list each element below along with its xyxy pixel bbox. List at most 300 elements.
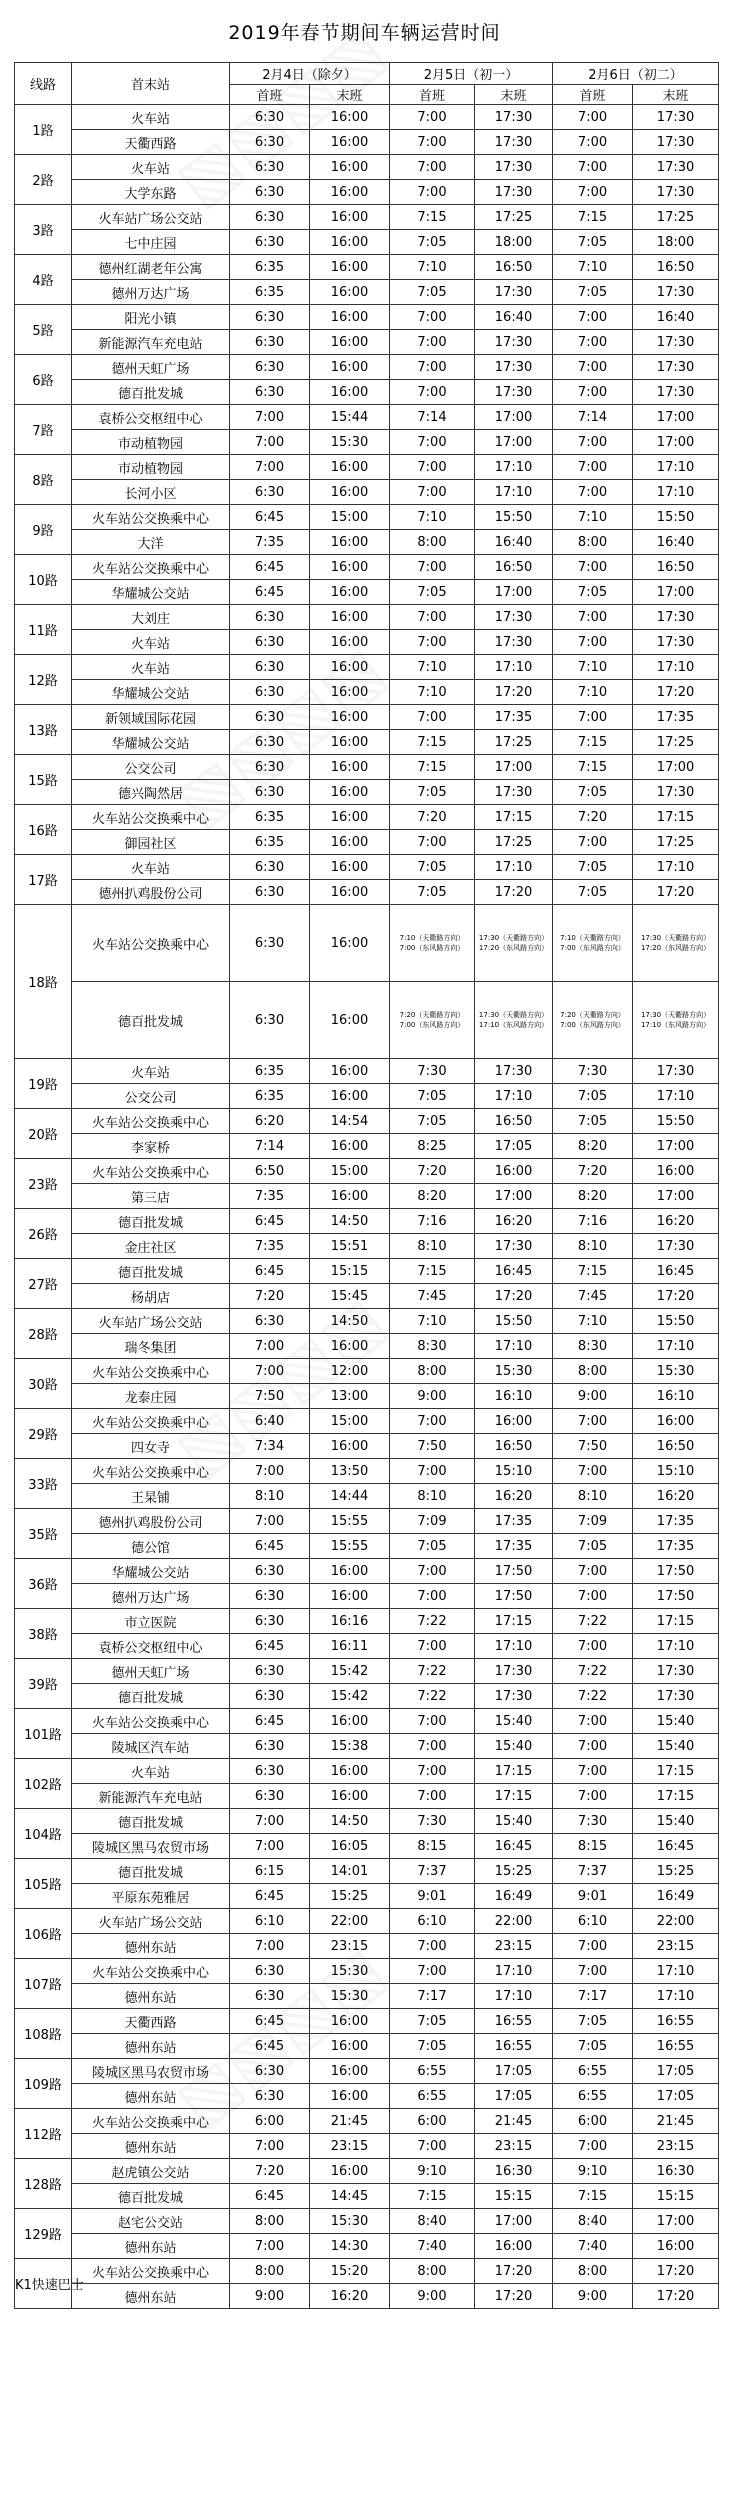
last-bus-time: 17:00 bbox=[475, 405, 553, 430]
last-bus-time: 16:00 bbox=[475, 1159, 553, 1184]
route-line: 4路 bbox=[15, 255, 72, 305]
last-bus-time: 16:49 bbox=[633, 1884, 719, 1909]
table-row bbox=[15, 230, 719, 255]
last-bus-time: 15:30 bbox=[310, 1984, 390, 2009]
first-bus-time: 7:05 bbox=[553, 230, 633, 255]
last-bus-time: 17:20 bbox=[633, 880, 719, 905]
table-row bbox=[15, 480, 719, 505]
last-bus-time: 15:00 bbox=[310, 505, 390, 530]
header-last: 末班 bbox=[633, 85, 719, 105]
first-bus-time: 9:00 bbox=[553, 2284, 633, 2309]
first-bus-time: 6:45 bbox=[230, 1884, 310, 1909]
last-bus-time: 16:00 bbox=[310, 580, 390, 605]
route-line: 36路 bbox=[15, 1559, 72, 1609]
last-bus-time: 16:40 bbox=[475, 530, 553, 555]
header-date-1: 2月4日（除夕） bbox=[230, 63, 390, 85]
last-bus-time: 15:40 bbox=[633, 1734, 719, 1759]
first-bus-time: 7:15 bbox=[390, 205, 475, 230]
table-row bbox=[15, 2159, 719, 2184]
first-bus-time: 7:10 bbox=[390, 680, 475, 705]
last-bus-time: 17:30 bbox=[633, 105, 719, 130]
last-bus-time: 17:30（天衢路方向）17:10（东风路方向） bbox=[475, 982, 553, 1059]
route-line: 16路 bbox=[15, 805, 72, 855]
first-bus-time: 7:15 bbox=[390, 2184, 475, 2209]
table-row bbox=[15, 1309, 719, 1334]
last-bus-time: 13:50 bbox=[310, 1459, 390, 1484]
first-bus-time: 8:00 bbox=[553, 530, 633, 555]
station-name: 德州东站 bbox=[72, 2284, 230, 2309]
last-bus-time: 16:00 bbox=[310, 2009, 390, 2034]
first-bus-time: 7:00 bbox=[553, 2134, 633, 2159]
first-bus-time: 7:00 bbox=[553, 105, 633, 130]
station-name: 火车站 bbox=[72, 655, 230, 680]
table-row bbox=[15, 1534, 719, 1559]
table-row bbox=[15, 2259, 719, 2284]
station-name: 天衢西路 bbox=[72, 130, 230, 155]
first-bus-time: 8:30 bbox=[390, 1334, 475, 1359]
last-bus-time: 17:30 bbox=[475, 630, 553, 655]
station-name: 大学东路 bbox=[72, 180, 230, 205]
first-bus-time: 7:00 bbox=[553, 1459, 633, 1484]
last-bus-time: 17:35 bbox=[475, 1509, 553, 1534]
first-bus-time: 7:35 bbox=[230, 1234, 310, 1259]
last-bus-time: 17:15 bbox=[475, 1784, 553, 1809]
first-bus-time: 7:05 bbox=[390, 1109, 475, 1134]
last-bus-time: 17:05 bbox=[475, 2084, 553, 2109]
last-bus-time: 15:42 bbox=[310, 1684, 390, 1709]
first-bus-time: 7:00 bbox=[230, 2234, 310, 2259]
first-bus-time: 6:35 bbox=[230, 830, 310, 855]
last-bus-time: 16:00 bbox=[310, 330, 390, 355]
first-bus-time: 7:00 bbox=[390, 830, 475, 855]
table-row bbox=[15, 1609, 719, 1634]
last-bus-time: 23:15 bbox=[475, 1934, 553, 1959]
last-bus-time: 17:30 bbox=[633, 155, 719, 180]
first-bus-time: 6:30 bbox=[230, 705, 310, 730]
first-bus-time: 6:35 bbox=[230, 805, 310, 830]
station-name: 德百批发城 bbox=[72, 1259, 230, 1284]
table-row bbox=[15, 1259, 719, 1284]
last-bus-time: 17:05 bbox=[475, 1134, 553, 1159]
route-line: 6路 bbox=[15, 355, 72, 405]
route-line: 2路 bbox=[15, 155, 72, 205]
first-bus-time: 7:17 bbox=[390, 1984, 475, 2009]
last-bus-time: 16:50 bbox=[633, 1434, 719, 1459]
first-bus-time: 6:55 bbox=[553, 2059, 633, 2084]
table-row bbox=[15, 1659, 719, 1684]
route-line: 23路 bbox=[15, 1159, 72, 1209]
last-bus-time: 21:45 bbox=[633, 2109, 719, 2134]
last-bus-time: 17:30 bbox=[633, 180, 719, 205]
last-bus-time: 14:45 bbox=[310, 2184, 390, 2209]
last-bus-time: 16:50 bbox=[475, 1434, 553, 1459]
first-bus-time: 6:30 bbox=[230, 1559, 310, 1584]
last-bus-time: 16:00 bbox=[310, 480, 390, 505]
last-bus-time: 16:10 bbox=[475, 1384, 553, 1409]
last-bus-time: 16:50 bbox=[633, 555, 719, 580]
first-bus-time: 7:10（天衢路方向）7:00（东风路方向） bbox=[553, 905, 633, 982]
station-name: 德州万达广场 bbox=[72, 1584, 230, 1609]
first-bus-time: 6:35 bbox=[230, 1084, 310, 1109]
first-bus-time: 7:05 bbox=[390, 580, 475, 605]
last-bus-time: 17:15 bbox=[475, 1609, 553, 1634]
last-bus-time: 17:30 bbox=[633, 630, 719, 655]
station-name: 德百批发城 bbox=[72, 1684, 230, 1709]
first-bus-time: 7:00 bbox=[553, 330, 633, 355]
last-bus-time: 15:44 bbox=[310, 405, 390, 430]
last-bus-time: 17:50 bbox=[475, 1584, 553, 1609]
last-bus-time: 15:20 bbox=[310, 2259, 390, 2284]
first-bus-time: 8:00 bbox=[230, 2209, 310, 2234]
last-bus-time: 17:00 bbox=[633, 430, 719, 455]
last-bus-time: 17:30 bbox=[475, 380, 553, 405]
last-bus-time: 15:50 bbox=[633, 1309, 719, 1334]
first-bus-time: 7:00 bbox=[553, 1734, 633, 1759]
table-row bbox=[15, 1334, 719, 1359]
last-bus-time: 16:00 bbox=[310, 605, 390, 630]
last-bus-time: 17:20 bbox=[475, 880, 553, 905]
last-bus-time: 16:49 bbox=[475, 1884, 553, 1909]
first-bus-time: 6:30 bbox=[230, 330, 310, 355]
first-bus-time: 7:35 bbox=[230, 1184, 310, 1209]
station-name: 华耀城公交站 bbox=[72, 1559, 230, 1584]
last-bus-time: 15:50 bbox=[475, 505, 553, 530]
last-bus-time: 17:00 bbox=[475, 580, 553, 605]
last-bus-time: 15:10 bbox=[633, 1459, 719, 1484]
first-bus-time: 7:00 bbox=[390, 155, 475, 180]
first-bus-time: 7:00 bbox=[553, 1709, 633, 1734]
last-bus-time: 16:00 bbox=[310, 2034, 390, 2059]
first-bus-time: 8:40 bbox=[553, 2209, 633, 2234]
header-station: 首末站 bbox=[72, 63, 230, 105]
first-bus-time: 7:05 bbox=[553, 2034, 633, 2059]
first-bus-time: 6:20 bbox=[230, 1109, 310, 1134]
header-first: 首班 bbox=[390, 85, 475, 105]
last-bus-time: 17:20 bbox=[475, 2284, 553, 2309]
first-bus-time: 7:00 bbox=[553, 1959, 633, 1984]
first-bus-time: 7:22 bbox=[390, 1684, 475, 1709]
last-bus-time: 16:55 bbox=[633, 2009, 719, 2034]
first-bus-time: 9:00 bbox=[553, 1384, 633, 1409]
station-name: 市立医院 bbox=[72, 1609, 230, 1634]
first-bus-time: 6:45 bbox=[230, 1709, 310, 1734]
first-bus-time: 7:10 bbox=[390, 255, 475, 280]
first-bus-time: 7:00 bbox=[553, 480, 633, 505]
first-bus-time: 7:15 bbox=[553, 205, 633, 230]
first-bus-time: 8:00 bbox=[553, 2259, 633, 2284]
first-bus-time: 7:09 bbox=[390, 1509, 475, 1534]
first-bus-time: 7:20 bbox=[390, 1159, 475, 1184]
first-bus-time: 7:00 bbox=[230, 1359, 310, 1384]
first-bus-time: 7:22 bbox=[553, 1684, 633, 1709]
first-bus-time: 7:05 bbox=[553, 780, 633, 805]
table-row bbox=[15, 1434, 719, 1459]
table-row bbox=[15, 1484, 719, 1509]
table-row bbox=[15, 1134, 719, 1159]
first-bus-time: 6:30 bbox=[230, 1684, 310, 1709]
first-bus-time: 6:35 bbox=[230, 255, 310, 280]
last-bus-time: 17:30 bbox=[475, 1059, 553, 1084]
first-bus-time: 7:10 bbox=[553, 1309, 633, 1334]
first-bus-time: 6:30 bbox=[230, 905, 310, 982]
first-bus-time: 6:30 bbox=[230, 855, 310, 880]
last-bus-time: 16:45 bbox=[475, 1259, 553, 1284]
first-bus-time: 8:00 bbox=[390, 2259, 475, 2284]
station-name: 德兴陶然居 bbox=[72, 780, 230, 805]
last-bus-time: 16:00 bbox=[310, 455, 390, 480]
table-row bbox=[15, 330, 719, 355]
last-bus-time: 21:45 bbox=[310, 2109, 390, 2134]
station-name: 李家桥 bbox=[72, 1134, 230, 1159]
page-title: 2019年春节期间车辆运营时间 bbox=[228, 21, 501, 44]
last-bus-time: 17:10 bbox=[633, 1084, 719, 1109]
first-bus-time: 7:00 bbox=[553, 380, 633, 405]
route-line: 27路 bbox=[15, 1259, 72, 1309]
first-bus-time: 7:00 bbox=[553, 455, 633, 480]
first-bus-time: 6:30 bbox=[230, 982, 310, 1059]
first-bus-time: 6:45 bbox=[230, 2184, 310, 2209]
first-bus-time: 6:30 bbox=[230, 730, 310, 755]
last-bus-time: 17:35 bbox=[633, 705, 719, 730]
first-bus-time: 8:15 bbox=[390, 1834, 475, 1859]
last-bus-time: 17:20 bbox=[475, 2259, 553, 2284]
last-bus-time: 17:50 bbox=[633, 1559, 719, 1584]
last-bus-time: 14:50 bbox=[310, 1209, 390, 1234]
first-bus-time: 6:00 bbox=[390, 2109, 475, 2134]
station-name: 火车站公交换乘中心 bbox=[72, 555, 230, 580]
station-name: 火车站公交换乘中心 bbox=[72, 505, 230, 530]
table-row bbox=[15, 982, 719, 1059]
last-bus-time: 17:05 bbox=[475, 2059, 553, 2084]
table-row bbox=[15, 780, 719, 805]
last-bus-time: 17:10 bbox=[475, 655, 553, 680]
station-name: 火车站公交换乘中心 bbox=[72, 1359, 230, 1384]
route-line: 35路 bbox=[15, 1509, 72, 1559]
first-bus-time: 7:00 bbox=[390, 630, 475, 655]
route-line: 3路 bbox=[15, 205, 72, 255]
route-line: 129路 bbox=[15, 2209, 72, 2259]
station-name: 市动植物园 bbox=[72, 455, 230, 480]
first-bus-time: 7:05 bbox=[553, 1109, 633, 1134]
table-row bbox=[15, 1684, 719, 1709]
table-row bbox=[15, 2234, 719, 2259]
last-bus-time: 17:10 bbox=[475, 1084, 553, 1109]
first-bus-time: 7:00 bbox=[553, 555, 633, 580]
table-row bbox=[15, 130, 719, 155]
last-bus-time: 15:50 bbox=[633, 505, 719, 530]
station-name: 火车站公交换乘中心 bbox=[72, 2109, 230, 2134]
first-bus-time: 7:00 bbox=[390, 1559, 475, 1584]
first-bus-time: 7:05 bbox=[390, 880, 475, 905]
last-bus-time: 16:00 bbox=[310, 380, 390, 405]
last-bus-time: 16:00 bbox=[310, 680, 390, 705]
first-bus-time: 7:00 bbox=[390, 1759, 475, 1784]
first-bus-time: 7:00 bbox=[390, 455, 475, 480]
last-bus-time: 17:10 bbox=[475, 1334, 553, 1359]
last-bus-time: 16:00 bbox=[310, 105, 390, 130]
first-bus-time: 6:30 bbox=[230, 755, 310, 780]
first-bus-time: 6:30 bbox=[230, 155, 310, 180]
first-bus-time: 7:00 bbox=[230, 1509, 310, 1534]
first-bus-time: 7:30 bbox=[390, 1059, 475, 1084]
last-bus-time: 17:30 bbox=[633, 330, 719, 355]
last-bus-time: 17:00 bbox=[475, 755, 553, 780]
last-bus-time: 15:50 bbox=[475, 1309, 553, 1334]
first-bus-time: 7:05 bbox=[553, 1084, 633, 1109]
table-row bbox=[15, 2084, 719, 2109]
last-bus-time: 16:00 bbox=[310, 355, 390, 380]
table-row bbox=[15, 630, 719, 655]
first-bus-time: 7:05 bbox=[553, 280, 633, 305]
first-bus-time: 7:00 bbox=[230, 1334, 310, 1359]
station-name: 新领域国际花园 bbox=[72, 705, 230, 730]
first-bus-time: 8:20 bbox=[390, 1184, 475, 1209]
station-name: 德公馆 bbox=[72, 1534, 230, 1559]
last-bus-time: 15:15 bbox=[633, 2184, 719, 2209]
route-line: 20路 bbox=[15, 1109, 72, 1159]
last-bus-time: 16:20 bbox=[475, 1209, 553, 1234]
last-bus-time: 17:15 bbox=[475, 1759, 553, 1784]
station-name: 陵城区黑马农贸市场 bbox=[72, 2059, 230, 2084]
first-bus-time: 6:35 bbox=[230, 280, 310, 305]
first-bus-time: 7:15 bbox=[390, 1259, 475, 1284]
table-row bbox=[15, 655, 719, 680]
last-bus-time: 15:30 bbox=[633, 1359, 719, 1384]
first-bus-time: 7:15 bbox=[553, 1259, 633, 1284]
station-name: 德百批发城 bbox=[72, 2184, 230, 2209]
last-bus-time: 15:30 bbox=[310, 430, 390, 455]
table-row bbox=[15, 1934, 719, 1959]
first-bus-time: 7:35 bbox=[230, 530, 310, 555]
station-name: 袁桥公交枢纽中心 bbox=[72, 1634, 230, 1659]
first-bus-time: 6:30 bbox=[230, 355, 310, 380]
last-bus-time: 16:55 bbox=[475, 2034, 553, 2059]
station-name: 龙泰庄园 bbox=[72, 1384, 230, 1409]
header-first: 首班 bbox=[553, 85, 633, 105]
last-bus-time: 16:00 bbox=[310, 705, 390, 730]
station-name: 德百批发城 bbox=[72, 380, 230, 405]
last-bus-time: 23:15 bbox=[310, 2134, 390, 2159]
header-date-3: 2月6日（初二） bbox=[553, 63, 719, 85]
last-bus-time: 17:30 bbox=[633, 355, 719, 380]
first-bus-time: 7:00 bbox=[390, 180, 475, 205]
last-bus-time: 16:00 bbox=[310, 855, 390, 880]
table-row bbox=[15, 2009, 719, 2034]
first-bus-time: 6:30 bbox=[230, 630, 310, 655]
last-bus-time: 17:20 bbox=[475, 680, 553, 705]
first-bus-time: 8:20 bbox=[553, 1134, 633, 1159]
first-bus-time: 6:30 bbox=[230, 655, 310, 680]
last-bus-time: 15:30 bbox=[310, 2209, 390, 2234]
first-bus-time: 7:00 bbox=[230, 455, 310, 480]
last-bus-time: 16:00 bbox=[310, 1559, 390, 1584]
station-name: 火车站广场公交站 bbox=[72, 1909, 230, 1934]
first-bus-time: 7:00 bbox=[390, 555, 475, 580]
first-bus-time: 6:55 bbox=[390, 2059, 475, 2084]
first-bus-time: 7:15 bbox=[390, 730, 475, 755]
last-bus-time: 16:50 bbox=[475, 255, 553, 280]
first-bus-time: 7:00 bbox=[390, 1409, 475, 1434]
first-bus-time: 6:45 bbox=[230, 2034, 310, 2059]
first-bus-time: 6:10 bbox=[390, 1909, 475, 1934]
first-bus-time: 7:00 bbox=[553, 130, 633, 155]
last-bus-time: 17:30 bbox=[633, 1684, 719, 1709]
table-row bbox=[15, 1734, 719, 1759]
route-line: 15路 bbox=[15, 755, 72, 805]
last-bus-time: 17:30（天衢路方向）17:10（东风路方向） bbox=[633, 982, 719, 1059]
station-name: 德州天虹广场 bbox=[72, 1659, 230, 1684]
first-bus-time: 7:00 bbox=[230, 1834, 310, 1859]
last-bus-time: 17:30 bbox=[475, 1234, 553, 1259]
first-bus-time: 7:22 bbox=[390, 1609, 475, 1634]
table-row bbox=[15, 1284, 719, 1309]
last-bus-time: 16:00 bbox=[310, 2084, 390, 2109]
station-name: 火车站 bbox=[72, 105, 230, 130]
last-bus-time: 17:00 bbox=[475, 2209, 553, 2234]
station-name: 陵城区黑马农贸市场 bbox=[72, 1834, 230, 1859]
last-bus-time: 16:00 bbox=[310, 830, 390, 855]
last-bus-time: 17:30 bbox=[633, 130, 719, 155]
route-line: 19路 bbox=[15, 1059, 72, 1109]
first-bus-time: 7:00 bbox=[553, 1934, 633, 1959]
first-bus-time: 7:05 bbox=[553, 2009, 633, 2034]
first-bus-time: 6:30 bbox=[230, 1309, 310, 1334]
table-row bbox=[15, 1159, 719, 1184]
first-bus-time: 6:30 bbox=[230, 105, 310, 130]
first-bus-time: 7:10（天衢路方向）7:00（东风路方向） bbox=[390, 905, 475, 982]
first-bus-time: 6:30 bbox=[230, 605, 310, 630]
first-bus-time: 7:16 bbox=[390, 1209, 475, 1234]
first-bus-time: 7:30 bbox=[553, 1059, 633, 1084]
route-line: 1路 bbox=[15, 105, 72, 155]
first-bus-time: 7:00 bbox=[390, 1784, 475, 1809]
route-line: 105路 bbox=[15, 1859, 72, 1909]
table-row bbox=[15, 805, 719, 830]
station-name: 大刘庄 bbox=[72, 605, 230, 630]
station-name: 德百批发城 bbox=[72, 1809, 230, 1834]
station-name: 火车站公交换乘中心 bbox=[72, 805, 230, 830]
first-bus-time: 7:05 bbox=[390, 2034, 475, 2059]
station-name: 德百批发城 bbox=[72, 1209, 230, 1234]
last-bus-time: 15:15 bbox=[310, 1259, 390, 1284]
last-bus-time: 15:40 bbox=[633, 1809, 719, 1834]
last-bus-time: 15:25 bbox=[310, 1884, 390, 1909]
first-bus-time: 7:00 bbox=[553, 1409, 633, 1434]
first-bus-time: 6:30 bbox=[230, 1959, 310, 1984]
last-bus-time: 17:30 bbox=[475, 180, 553, 205]
last-bus-time: 16:00 bbox=[633, 1409, 719, 1434]
last-bus-time: 17:30 bbox=[633, 1234, 719, 1259]
last-bus-time: 15:00 bbox=[310, 1409, 390, 1434]
last-bus-time: 16:00 bbox=[310, 1759, 390, 1784]
first-bus-time: 7:20 bbox=[553, 1159, 633, 1184]
first-bus-time: 7:15 bbox=[553, 2184, 633, 2209]
first-bus-time: 7:00 bbox=[390, 1584, 475, 1609]
first-bus-time: 9:00 bbox=[390, 2284, 475, 2309]
last-bus-time: 17:05 bbox=[633, 2084, 719, 2109]
last-bus-time: 17:00 bbox=[633, 405, 719, 430]
last-bus-time: 23:15 bbox=[633, 1934, 719, 1959]
last-bus-time: 16:00 bbox=[310, 1134, 390, 1159]
last-bus-time: 16:00 bbox=[310, 880, 390, 905]
table-row bbox=[15, 1359, 719, 1384]
last-bus-time: 17:30 bbox=[633, 1659, 719, 1684]
first-bus-time: 7:05 bbox=[390, 230, 475, 255]
last-bus-time: 16:16 bbox=[310, 1609, 390, 1634]
first-bus-time: 7:30 bbox=[553, 1809, 633, 1834]
first-bus-time: 7:37 bbox=[553, 1859, 633, 1884]
last-bus-time: 17:10 bbox=[475, 1959, 553, 1984]
